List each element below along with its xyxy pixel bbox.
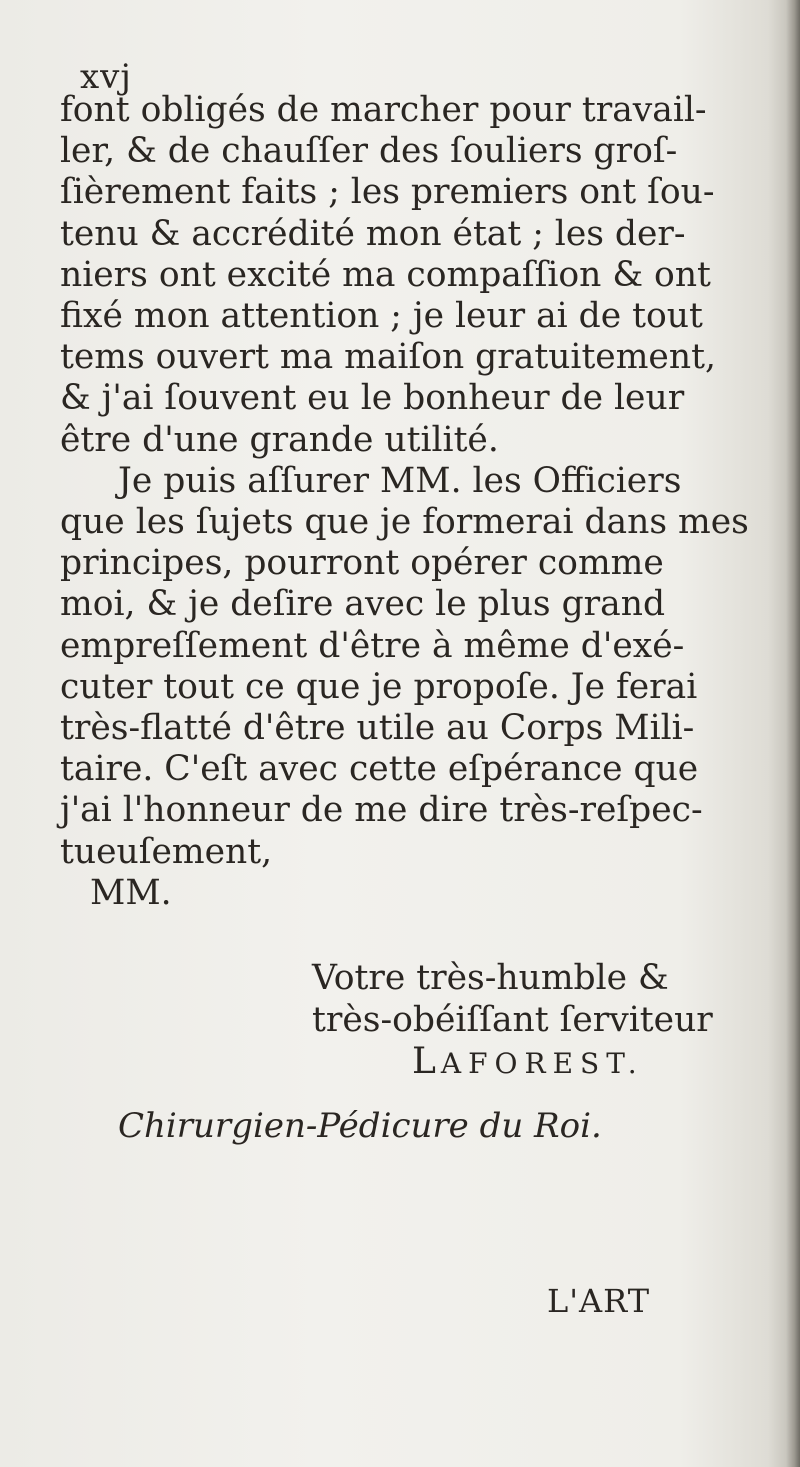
text-line: cuter tout ce que je propoſe. Je ferai: [60, 666, 698, 707]
signature-initial: L: [412, 1041, 441, 1082]
text-line: principes, pourront opérer comme: [60, 543, 664, 584]
catchword: L'ART: [547, 1282, 651, 1320]
body-text: [60, 90, 750, 914]
text-line: que les ſujets que je formerai dans mes: [60, 502, 749, 543]
salutation-mm: MM.: [90, 872, 172, 913]
text-line: tems ouvert ma maiſon gratuitement,: [60, 337, 716, 378]
signature-rest: AFOREST.: [440, 1047, 644, 1080]
closing-line: Votre très-humble &: [312, 958, 669, 998]
text-line: ler, & de chauſſer des ſouliers groſ-: [60, 131, 678, 172]
text-line: ſièrement faits ; les premiers ont ſou-: [60, 172, 715, 213]
text-line: empreſſement d'être à même d'exé-: [60, 625, 685, 666]
text-line: fixé mon attention ; je leur ai de tout: [60, 296, 703, 337]
text-line: taire. C'eſt avec cette eſpérance que: [60, 749, 699, 790]
text-line: tueuſement,: [60, 831, 273, 872]
author-title: Chirurgien-Pédicure du Roi.: [118, 1106, 602, 1146]
text-line: moi, & je deſire avec le plus grand: [60, 584, 666, 625]
closing-block: [60, 958, 750, 1085]
text-line: niers ont excité ma compaſſion & ont: [60, 254, 711, 295]
text-line: & j'ai ſouvent eu le bonheur de leur: [60, 378, 685, 419]
page-number: xvj: [80, 57, 132, 97]
text-line: très-flatté d'être utile au Corps Mili-: [60, 708, 695, 749]
text-line: font obligés de marcher pour travail-: [60, 90, 707, 130]
closing-line: très-obéiſſant ſerviteur: [312, 999, 713, 1040]
text-line: j'ai l'honneur de me dire très-reſpec-: [60, 790, 703, 831]
page-edge-shadow: [786, 0, 800, 1467]
text-line-paragraph-start: Je puis aſſurer MM. les Officiers: [118, 460, 682, 501]
text-line: être d'une grande utilité.: [60, 419, 499, 460]
text-line: tenu & accrédité mon état ; les der-: [60, 213, 686, 254]
signature: [60, 1041, 750, 1085]
